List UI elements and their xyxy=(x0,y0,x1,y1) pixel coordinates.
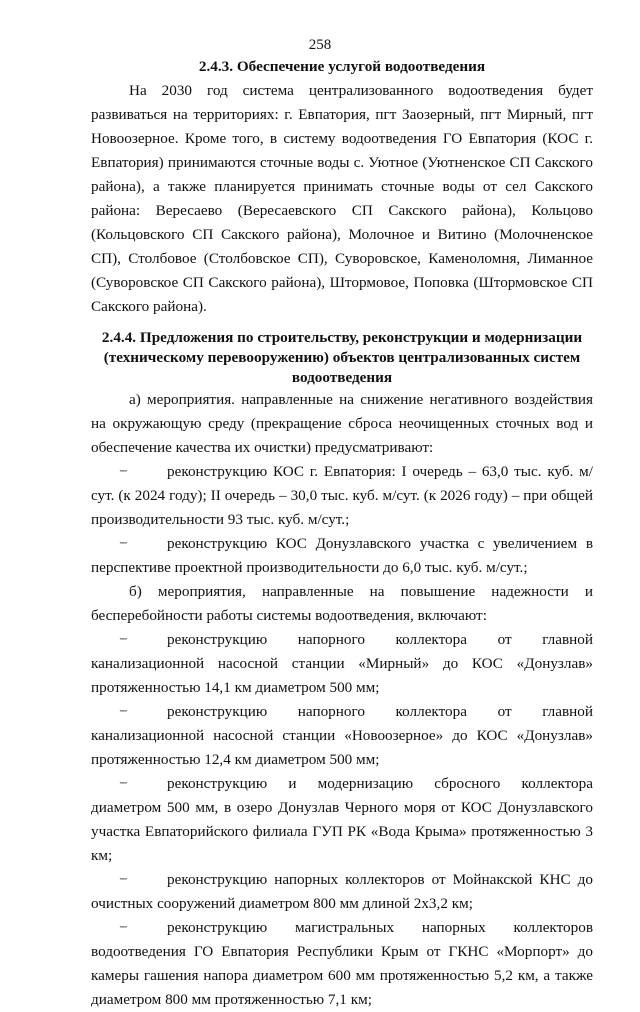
section-heading-2-4-4: 2.4.4. Предложения по строительству, реконструкции и модернизации (техническому перевооружению) объектов централизованных систем водоотведения xyxy=(101,329,583,386)
list-item xyxy=(91,868,593,916)
dash-marker: − xyxy=(119,463,128,480)
dash-marker: − xyxy=(119,631,128,648)
list-item xyxy=(91,532,593,580)
list-item xyxy=(91,916,593,1012)
list-item xyxy=(91,772,593,868)
list-item-text: реконструкцию КОС Донузлавского участка с увеличением в перспективе проектной производительности до 6,0 тыс. куб. м/сут.; xyxy=(91,535,593,576)
list-item xyxy=(91,460,593,532)
dash-marker: − xyxy=(119,871,128,888)
dash-marker: − xyxy=(119,775,128,792)
section-heading-2-4-3: 2.4.3. Обеспечение услугой водоотведения xyxy=(198,58,486,75)
list-item-text: реконструкцию напорного коллектора от главной канализационной насосной станции «Мирный» до КОС «Донузлав» протяженностью 14,1 км диаметром 500 мм; xyxy=(91,631,593,696)
page-content xyxy=(91,55,593,1012)
list-item-text: реконструкцию напорных коллекторов от Мойнакской КНС до очистных сооружений диаметром 800 мм длиной 2х3,2 км; xyxy=(91,871,593,912)
list-item-text: реконструкцию и модернизацию сбросного коллектора диаметром 500 мм, в озеро Донузлав Черного моря от КОС Донузлавского участка Евпаторийского филиала ГУП РК «Вода Крыма» протяженностью 3 км; xyxy=(91,775,593,864)
section-2-4-3-paragraph: На 2030 год система централизованного водоотведения будет развиваться на территориях: г. Евпатория, пгт Заозерный, пгт Мирный, пгт Новоозерное. Кроме того, в систему водоотведения ГО Евпатория (КОС г. Евпатория) принимаются сточные воды с. Уютное (Уютненское СП Сакского района), а также планируется принимать сточные воды от сел Сакского района: Вересаево (Вересаевского СП Сакского района), Кольцово (Кольцовского СП Сакского района), Молочное и Витино (Молочненское СП), Столбовое (Столбовское СП), Суворовское, Каменоломня, Лиманное (Суворовское СП Сакского района), Штормовое, Поповка (Штормовское СП Сакского района). xyxy=(91,82,593,315)
list-item-text: реконструкцию напорного коллектора от главной канализационной насосной станции «Новоозерное» до КОС «Донузлав» протяженностью 12,4 км диаметром 500 мм; xyxy=(91,703,593,768)
list-item xyxy=(91,700,593,772)
measures-a-intro: а) мероприятия. направленные на снижение негативного воздействия на окружающую среду (прекращение сброса неочищенных сточных вод и обеспечение качества их очистки) предусматривают: xyxy=(91,391,593,456)
page-number: 258 xyxy=(308,37,332,53)
measures-b-intro: б) мероприятия, направленные на повышение надежности и бесперебойности работы системы водоотведения, включают: xyxy=(91,583,593,624)
list-item-text: реконструкцию КОС г. Евпатория: I очередь – 63,0 тыс. куб. м/сут. (к 2024 году); II очередь – 30,0 тыс. куб. м/сут. (к 2026 году) – при общей производительности 93 тыс. куб. м/сут.; xyxy=(91,463,593,528)
dash-marker: − xyxy=(119,535,128,552)
list-item-text: реконструкцию магистральных напорных коллекторов водоотведения ГО Евпатория Республики Крым от ГКНС «Морпорт» до камеры гашения напора диаметром 600 мм протяженностью 5,2 км, а также диаметром 800 мм протяженностью 7,1 км; xyxy=(91,919,593,1008)
dash-marker: − xyxy=(119,919,128,936)
dash-marker: − xyxy=(119,703,128,720)
list-item xyxy=(91,628,593,700)
